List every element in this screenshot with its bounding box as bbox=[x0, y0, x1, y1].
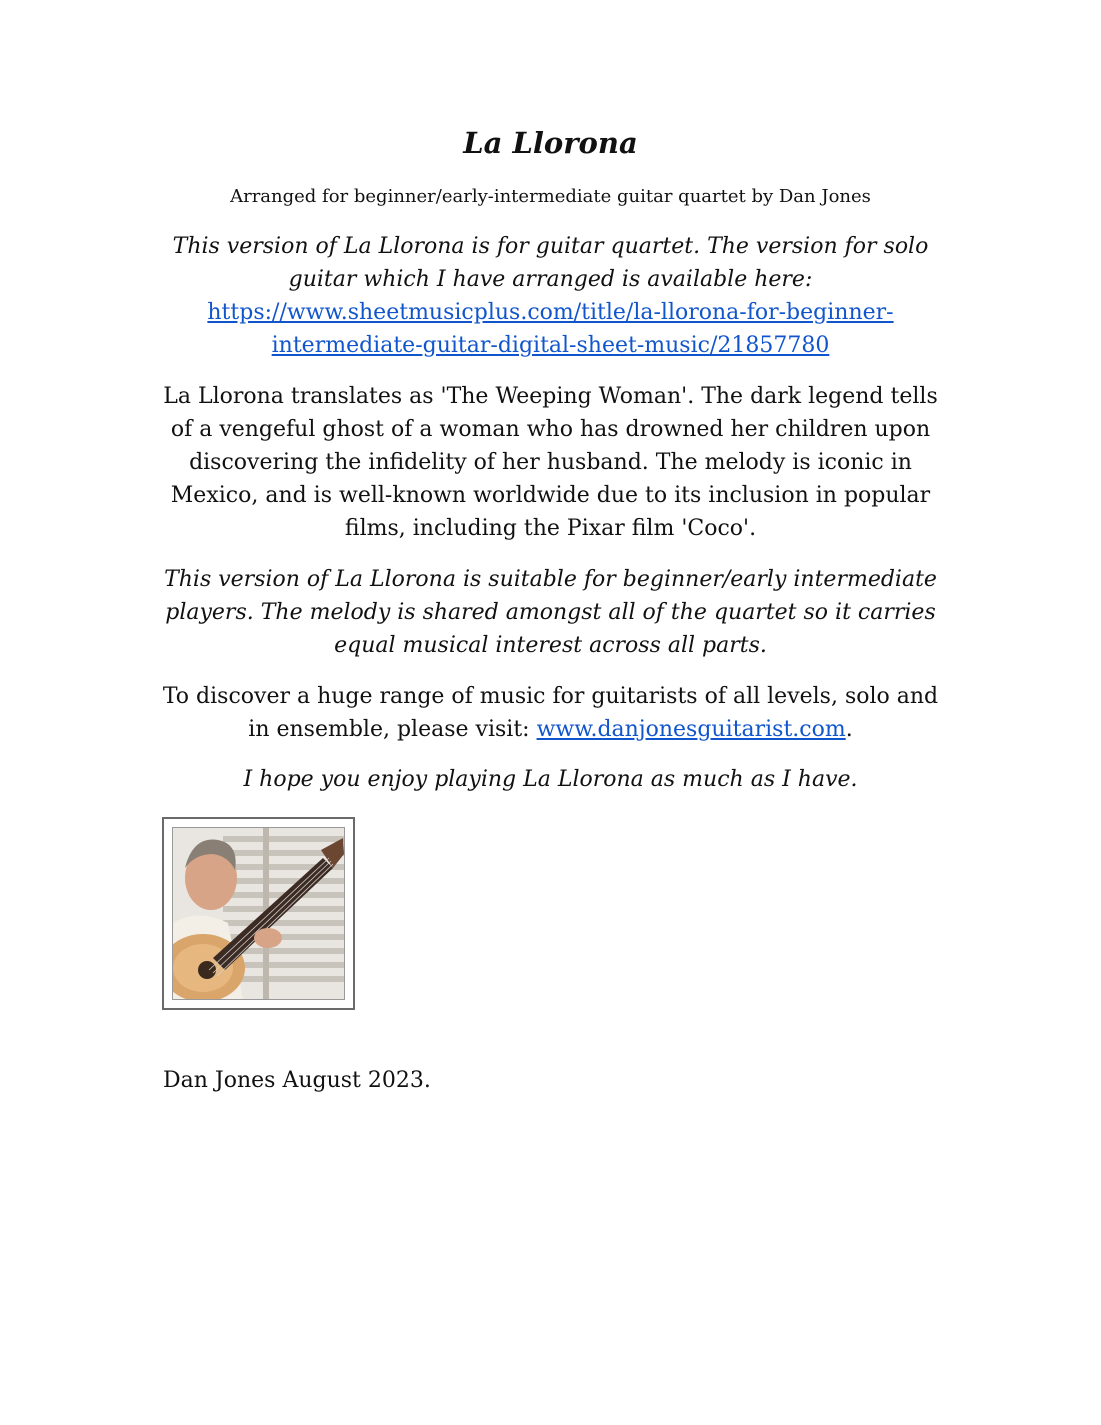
intro-text: This version of La Llorona is for guitar quartet. The version for solo guitar which I have arranged is available here: bbox=[172, 234, 929, 292]
description-paragraph: La Llorona translates as 'The Weeping Woman'. The dark legend tells of a vengeful ghost of a woman who has drowned her children upon discovering the infidelity of her husband. The melody is iconic in Mexico, and is well-known worldwide due to its inclusion in popular films, including the Pixar film 'Coco'. bbox=[163, 384, 938, 541]
document-title: La Llorona bbox=[463, 126, 638, 160]
document-subtitle: Arranged for beginner/early-intermediate guitar quartet by Dan Jones bbox=[230, 186, 871, 207]
closing-paragraph: I hope you enjoy playing La Llorona as much as I have. bbox=[243, 767, 858, 792]
author-photo bbox=[172, 827, 345, 1000]
website-link[interactable]: www.danjonesguitarist.com bbox=[536, 717, 846, 742]
intro-paragraph bbox=[150, 230, 951, 362]
discover-period: . bbox=[845, 717, 853, 742]
author-photo-frame bbox=[162, 817, 355, 1010]
suitability-paragraph: This version of La Llorona is suitable for beginner/early intermediate players. The melody is shared amongst all of the quartet so it carries equal musical interest across all parts. bbox=[164, 567, 937, 658]
signature-line: Dan Jones August 2023. bbox=[163, 1068, 431, 1093]
solo-version-link[interactable]: https://www.sheetmusicplus.com/title/la-llorona-for-beginner-intermediate-guitar-digital-sheet-music/21857780 bbox=[207, 300, 894, 358]
discover-paragraph bbox=[150, 680, 951, 746]
discover-text: To discover a huge range of music for guitarists of all levels, solo and in ensemble, please visit: bbox=[162, 684, 939, 742]
